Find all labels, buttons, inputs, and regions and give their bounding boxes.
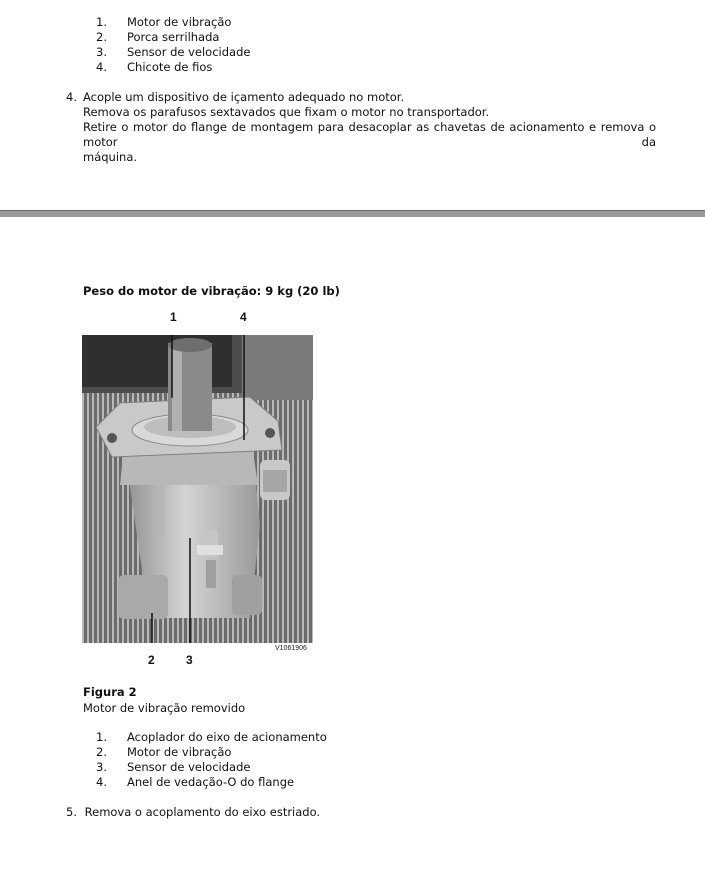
photo-reference-id: V1061906 — [275, 645, 307, 652]
step-number: 5. — [66, 805, 77, 819]
step-number: 4. — [66, 90, 77, 104]
step-4 — [66, 90, 656, 165]
step-line: máquina. — [83, 150, 138, 164]
step-line: Retire o motor do flange de montagem para desacoplar as chavetas de acionamento e remova o motor da — [83, 120, 656, 149]
step-5 — [66, 805, 320, 820]
callout-2: 2 — [148, 653, 155, 667]
weight-label: Peso do motor de vibração: 9 kg (20 lb) — [83, 284, 340, 298]
step-line: Remova o acoplamento do eixo estriado. — [84, 805, 321, 819]
callout-3: 3 — [186, 653, 193, 667]
section-divider — [0, 210, 705, 217]
callout-1: 1 — [170, 310, 177, 324]
callout-4: 4 — [240, 310, 247, 324]
step-line: Remova os parafusos sextavados que fixam o motor no transportador. — [83, 105, 490, 119]
figure-caption: Motor de vibração removido — [83, 701, 246, 715]
figure-title: Figura 2 — [83, 685, 137, 699]
step-line: Acople um dispositivo de içamento adequado no motor. — [83, 90, 405, 104]
vibration-motor-photo — [82, 335, 313, 643]
